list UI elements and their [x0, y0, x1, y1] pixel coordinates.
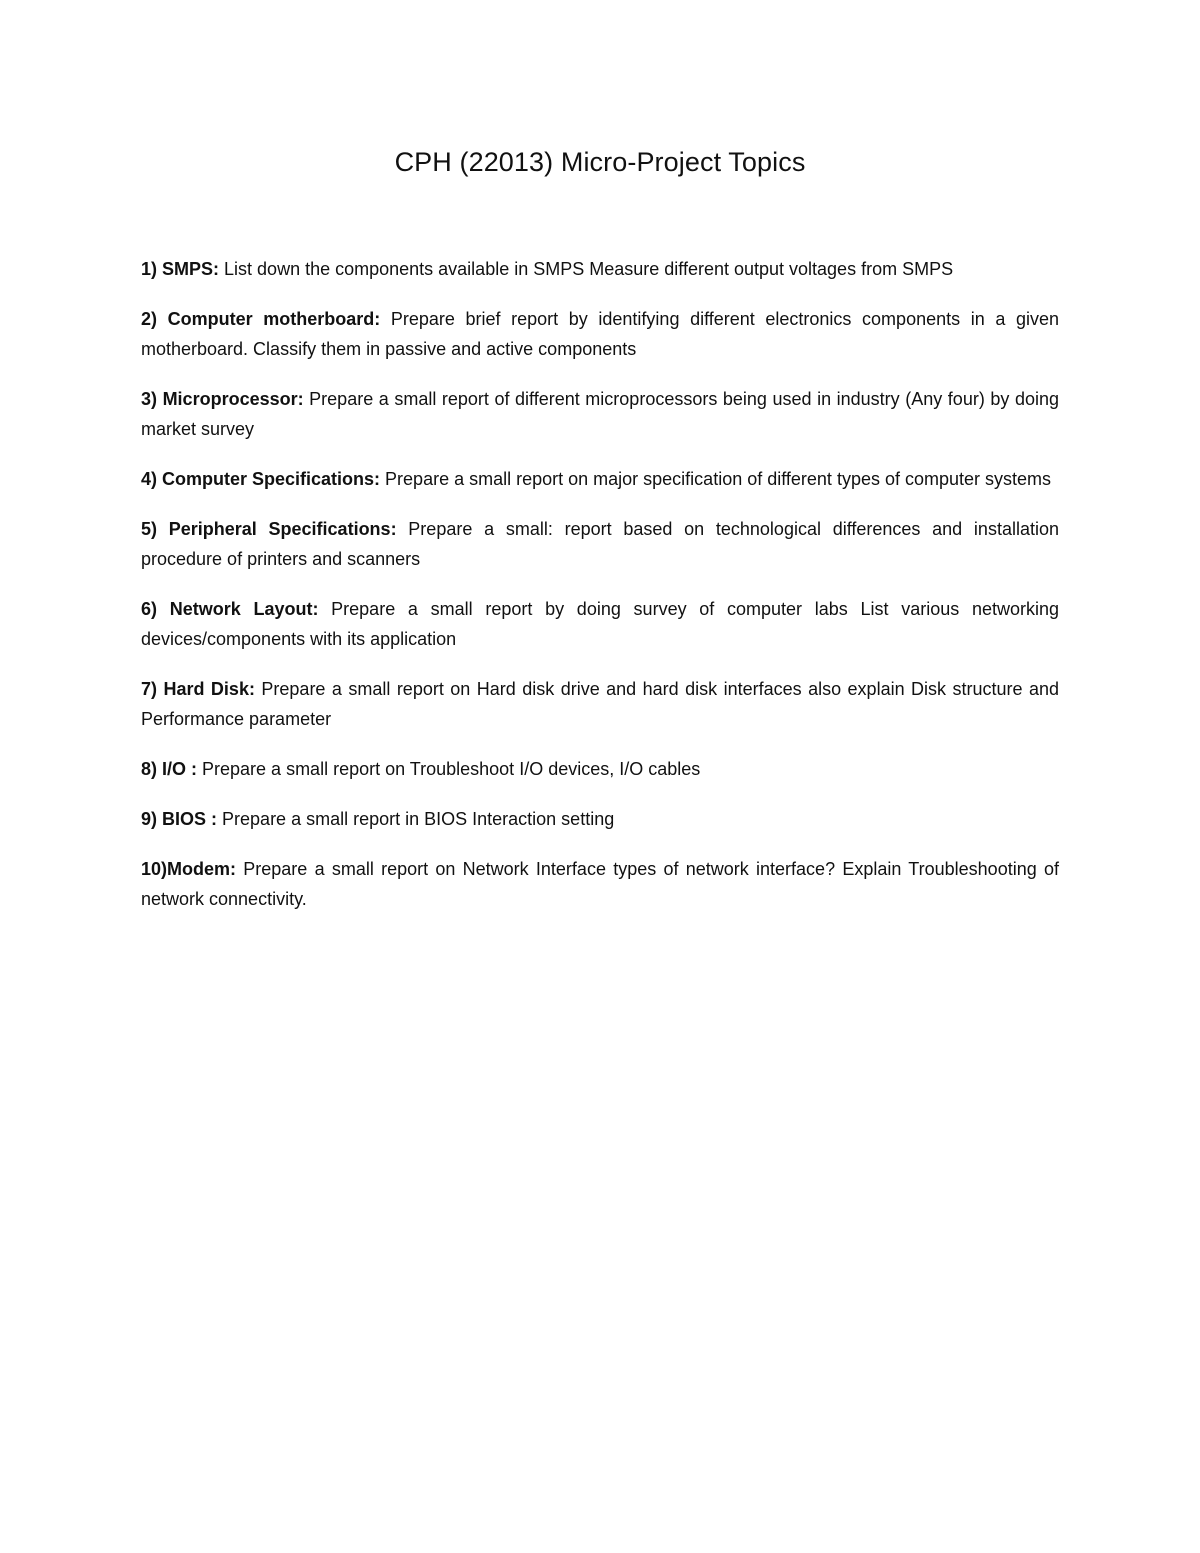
topic-name: Network Layout: [169, 599, 319, 619]
topic-description: Prepare a small report of different microprocessors being used in industry (Any four) by doing market survey [141, 389, 1059, 439]
topic-number: 3) [141, 389, 163, 409]
topic-item-10 [141, 854, 1059, 914]
topic-name: I/O : [162, 759, 198, 779]
topic-item-7 [141, 674, 1059, 734]
topic-item-3 [141, 384, 1059, 444]
topic-item-8 [141, 754, 1059, 784]
topic-item-6 [141, 594, 1059, 654]
topic-description: Prepare a small report on Hard disk drive and hard disk interfaces also explain Disk structure and Performance parameter [141, 679, 1059, 729]
topic-name: BIOS : [162, 809, 218, 829]
topic-item-4 [141, 464, 1059, 494]
topic-list [141, 254, 1059, 934]
topic-number: 7) [141, 679, 164, 699]
topic-description: Prepare a small report on Troubleshoot I/O devices, I/O cables [197, 759, 701, 779]
topic-item-1 [141, 254, 1059, 284]
topic-name: SMPS: [162, 259, 220, 279]
topic-item-5 [141, 514, 1059, 574]
topic-number: 5) [141, 519, 169, 539]
topic-number: 8) [141, 759, 163, 779]
topic-description: Prepare a small report in BIOS Interaction setting [217, 809, 615, 829]
topic-name: Hard Disk: [163, 679, 255, 699]
topic-number: 2) [141, 309, 168, 329]
topic-description: Prepare a small report on major specification of different types of computer systems [380, 469, 1052, 489]
topic-name: Microprocessor: [162, 389, 304, 409]
topic-name: Peripheral Specifications: [168, 519, 397, 539]
topic-description: Prepare a small report on Network Interface types of network interface? Explain Troubleshooting of network connectivity. [141, 859, 1059, 909]
topic-number: 1) [141, 259, 163, 279]
topic-number: 4) [141, 469, 163, 489]
topic-name: Computer Specifications: [162, 469, 381, 489]
topic-name: Computer motherboard: [167, 309, 381, 329]
topic-description: List down the components available in SMPS Measure different output voltages from SMPS [219, 259, 954, 279]
topic-description: Prepare a small report by doing survey of computer labs List various networking devices/components with its application [141, 599, 1059, 649]
topic-item-2 [141, 304, 1059, 364]
page-title: CPH (22013) Micro-Project Topics [394, 147, 806, 177]
topic-name: Modem: [167, 859, 237, 879]
topic-number: 9) [141, 809, 163, 829]
topic-description: Prepare a small: report based on technological differences and installation procedure of printers and scanners [141, 519, 1059, 569]
topic-number: 10) [141, 859, 168, 879]
topic-description: Prepare brief report by identifying different electronics components in a given motherboard. Classify them in passive and active components [141, 309, 1060, 359]
topic-number: 6) [141, 599, 170, 619]
topic-item-9 [141, 804, 1059, 834]
